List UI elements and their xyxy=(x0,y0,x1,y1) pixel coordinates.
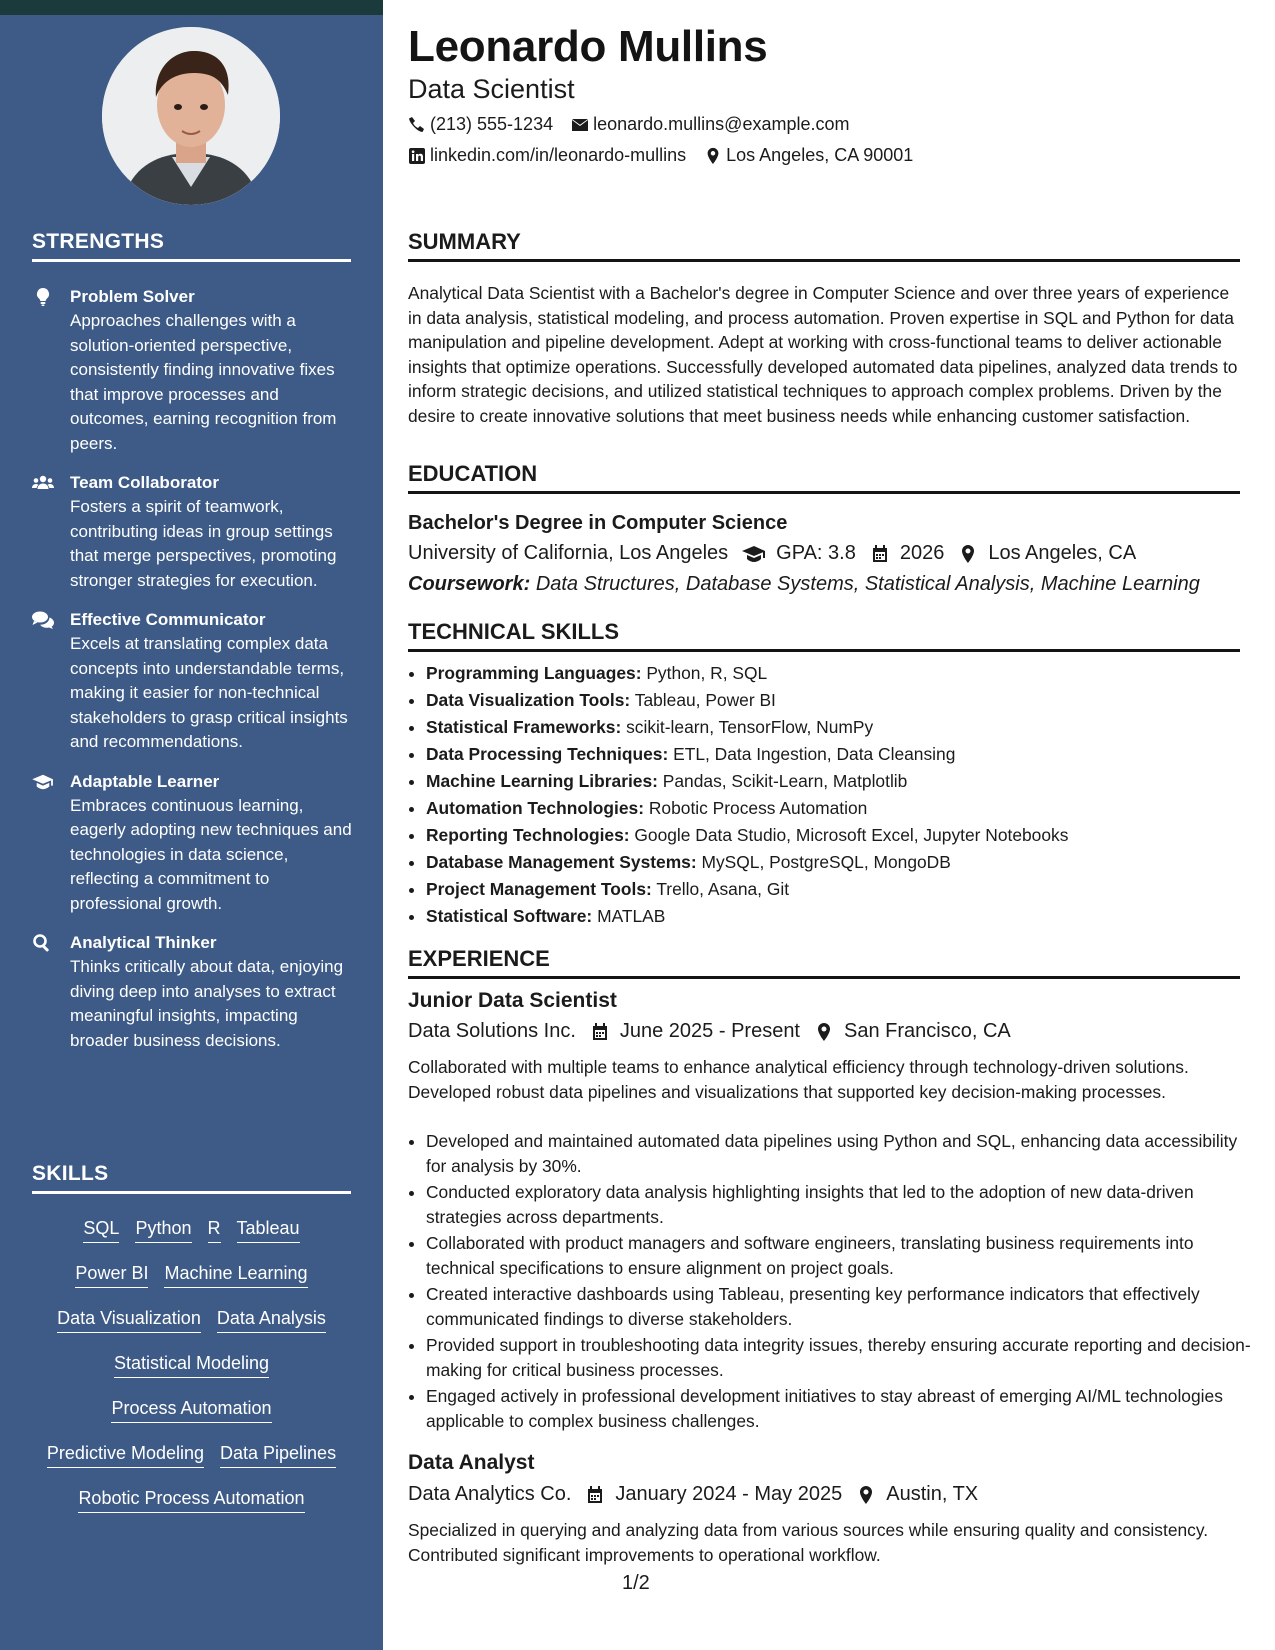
job-dates xyxy=(585,1483,842,1506)
list-item: • Conducted exploratory data analysis highlighting insights that led to the adoption of new data-driven strategies across departments. xyxy=(426,1180,1258,1229)
strength-item xyxy=(32,608,357,755)
sidebar-top-strip xyxy=(0,0,383,15)
strength-title: Effective Communicator xyxy=(70,610,266,629)
skill-row xyxy=(32,1395,351,1440)
graduation-cap-icon xyxy=(32,773,54,791)
graduation-cap-icon xyxy=(742,544,766,564)
list-item: • Reporting Technologies: Google Data Studio, Microsoft Excel, Jupyter Notebooks xyxy=(426,822,1258,849)
education-meta xyxy=(408,542,1150,565)
job-location xyxy=(814,1020,1011,1043)
strength-description: Fosters a spirit of teamwork, contributing ideas in group settings that merge perspectives, promoting stronger strategies for execution. xyxy=(70,497,337,590)
phone-text: (213) 555-1234 xyxy=(430,114,554,134)
map-pin-icon xyxy=(958,544,978,564)
job-location xyxy=(856,1483,978,1506)
strengths-list xyxy=(32,285,357,1068)
skill-row xyxy=(32,1260,351,1305)
list-item: • Statistical Frameworks: scikit-learn, TensorFlow, NumPy xyxy=(426,714,1258,741)
skill-tag: Machine Learning xyxy=(164,1260,307,1288)
map-pin-icon xyxy=(814,1022,834,1042)
skill-row xyxy=(32,1215,351,1260)
experience-heading: EXPERIENCE xyxy=(408,946,1240,979)
list-item: • Collaborated with product managers and software engineers, translating business requirements into technical specifications to ensure alignment on project goals. xyxy=(426,1231,1258,1280)
gpa-text: GPA: 3.8 xyxy=(776,542,856,564)
map-pin-icon xyxy=(704,147,722,165)
email-text[interactable]: leonardo.mullins@example.com xyxy=(593,114,850,134)
list-item: • Statistical Software: MATLAB xyxy=(426,903,1258,930)
comments-icon xyxy=(32,611,54,629)
graduation-year xyxy=(870,542,945,565)
candidate-name: Leonardo Mullins xyxy=(408,22,768,71)
skill-row xyxy=(32,1485,351,1530)
strength-description: Approaches challenges with a solution-oriented perspective, consistently finding innovative fixes that improve processes and outcomes, earning recognition from peers. xyxy=(70,311,337,453)
skill-row xyxy=(32,1305,351,1350)
list-item: • Developed and maintained automated data pipelines using Python and SQL, enhancing data accessibility for analysis by 30%. xyxy=(426,1129,1258,1178)
skills-heading: SKILLS xyxy=(32,1162,351,1194)
list-item: • Provided support in troubleshooting data integrity issues, thereby ensuring accurate reporting and decision-making for critical business processes. xyxy=(426,1333,1258,1382)
location-text: Los Angeles, CA 90001 xyxy=(726,145,914,165)
coursework-label: Coursework: xyxy=(408,573,531,595)
strength-description: Thinks critically about data, enjoying diving deep into analyses to extract meaningful insights, impacting broader business decisions. xyxy=(70,957,344,1050)
skill-tag: Tableau xyxy=(237,1215,300,1243)
summary-text: Analytical Data Scientist with a Bachelor's degree in Computer Science and over three years of experience in data analysis, statistical modeling, and process automation. Proven expertise in SQL and Python for data manipulation and pipeline development. Adept at working with cross-functional teams to deliver actionable insights that optimize operations. Successfully developed automated data pipelines, analyzed data trends to inform strategic decisions, and utilized statistical techniques to approach complex problems. Driven by the desire to create innovative solutions that meet business needs while enhancing customer satisfaction. xyxy=(408,283,1238,426)
strength-title: Analytical Thinker xyxy=(70,933,217,952)
linkedin-icon xyxy=(408,147,426,165)
envelope-icon xyxy=(571,116,589,134)
year-text: 2026 xyxy=(899,542,945,564)
phone-icon xyxy=(408,116,426,134)
job-dates-text: January 2024 - May 2025 xyxy=(615,1483,843,1505)
contact-line-2 xyxy=(408,145,931,166)
education-heading: EDUCATION xyxy=(408,461,1240,494)
school-location-text: Los Angeles, CA xyxy=(988,542,1137,564)
school-location xyxy=(958,542,1136,565)
job-bullets xyxy=(408,1129,1258,1435)
skill-tag: Statistical Modeling xyxy=(114,1350,269,1378)
skill-tag: Robotic Process Automation xyxy=(78,1485,304,1513)
skill-tag: Data Visualization xyxy=(57,1305,201,1333)
calendar-icon xyxy=(585,1485,605,1505)
skill-tag: Predictive Modeling xyxy=(47,1440,204,1468)
skill-tag: Power BI xyxy=(75,1260,148,1288)
search-icon xyxy=(32,934,54,952)
skill-row xyxy=(32,1440,351,1485)
technical-skills-list xyxy=(408,660,1258,930)
email-contact[interactable] xyxy=(571,114,849,135)
job-meta xyxy=(408,1020,1025,1043)
skill-tag: SQL xyxy=(83,1215,119,1243)
map-pin-icon xyxy=(856,1485,876,1505)
company-name: Data Analytics Co. xyxy=(408,1483,572,1505)
phone-contact xyxy=(408,114,553,135)
degree-title: Bachelor's Degree in Computer Science xyxy=(408,512,788,534)
job-title: Junior Data Scientist xyxy=(408,989,617,1012)
summary-heading: SUMMARY xyxy=(408,229,1240,262)
page-number: 1/2 xyxy=(622,1572,650,1594)
list-item: • Database Management Systems: MySQL, PostgreSQL, MongoDB xyxy=(426,849,1258,876)
skill-tag: Data Pipelines xyxy=(220,1440,336,1468)
skill-tag: Python xyxy=(135,1215,191,1243)
users-icon xyxy=(32,474,54,492)
list-item: • Automation Technologies: Robotic Process Automation xyxy=(426,795,1258,822)
skill-tag: Data Analysis xyxy=(217,1305,326,1333)
skill-tag: Process Automation xyxy=(111,1395,271,1423)
job-summary: Collaborated with multiple teams to enhance analytical efficiency through technology-driven solutions. Developed robust data pipelines and visualizations that supported key decision-making processes. xyxy=(408,1057,1189,1102)
strengths-heading: STRENGTHS xyxy=(32,230,351,262)
list-item: • Data Visualization Tools: Tableau, Power BI xyxy=(426,687,1258,714)
calendar-icon xyxy=(590,1022,610,1042)
contact-line-1 xyxy=(408,114,867,135)
strength-item xyxy=(32,770,357,917)
list-item: • Engaged actively in professional development initiatives to stay abreast of emerging AI/ML technologies applicable to complex business challenges. xyxy=(426,1384,1258,1433)
company-name: Data Solutions Inc. xyxy=(408,1020,576,1042)
linkedin-text[interactable]: linkedin.com/in/leonardo-mullins xyxy=(430,145,687,165)
job-summary: Specialized in querying and analyzing data from various sources while ensuring quality and consistency. Contributed significant improvements to operational workflow. xyxy=(408,1520,1209,1565)
strength-item xyxy=(32,285,357,456)
strength-description: Excels at translating complex data concepts into understandable terms, making it easier for non-technical stakeholders to grasp critical insights and recommendations. xyxy=(70,634,348,751)
list-item: • Programming Languages: Python, R, SQL xyxy=(426,660,1258,687)
strength-description: Embraces continuous learning, eagerly adopting new techniques and technologies in data science, reflecting a commitment to professional growth. xyxy=(70,795,352,913)
strength-title: Team Collaborator xyxy=(70,473,219,492)
skill-row xyxy=(32,1350,351,1395)
job-title: Data Analyst xyxy=(408,1451,535,1474)
strength-title: Problem Solver xyxy=(70,287,195,306)
skill-tag: R xyxy=(208,1215,221,1243)
technical-skills-heading: TECHNICAL SKILLS xyxy=(408,619,1240,652)
coursework-list: Data Structures, Database Systems, Statistical Analysis, Machine Learning xyxy=(535,573,1200,595)
list-item: • Data Processing Techniques: ETL, Data Ingestion, Data Cleansing xyxy=(426,741,1258,768)
job-meta xyxy=(408,1483,992,1506)
skills-tags xyxy=(32,1215,351,1530)
location-contact xyxy=(704,145,913,166)
job-dates-text: June 2025 - Present xyxy=(619,1020,800,1042)
strength-item xyxy=(32,471,357,593)
lightbulb-icon xyxy=(32,288,54,306)
sidebar xyxy=(0,15,383,1650)
gpa xyxy=(742,542,856,565)
job-location-text: San Francisco, CA xyxy=(844,1020,1011,1042)
strength-title: Adaptable Learner xyxy=(70,771,220,791)
coursework xyxy=(408,573,1200,596)
candidate-title: Data Scientist xyxy=(408,74,575,104)
calendar-icon xyxy=(870,544,890,564)
linkedin-contact[interactable] xyxy=(408,145,686,166)
list-item: • Project Management Tools: Trello, Asana, Git xyxy=(426,876,1258,903)
list-item: • Created interactive dashboards using Tableau, presenting key performance indicators that effectively communicated findings to diverse stakeholders. xyxy=(426,1282,1258,1331)
job-location-text: Austin, TX xyxy=(886,1483,979,1505)
avatar xyxy=(102,27,280,205)
list-item: • Machine Learning Libraries: Pandas, Scikit-Learn, Matplotlib xyxy=(426,768,1258,795)
job-dates xyxy=(590,1020,800,1043)
school-name: University of California, Los Angeles xyxy=(408,542,729,564)
strength-item xyxy=(32,931,357,1053)
